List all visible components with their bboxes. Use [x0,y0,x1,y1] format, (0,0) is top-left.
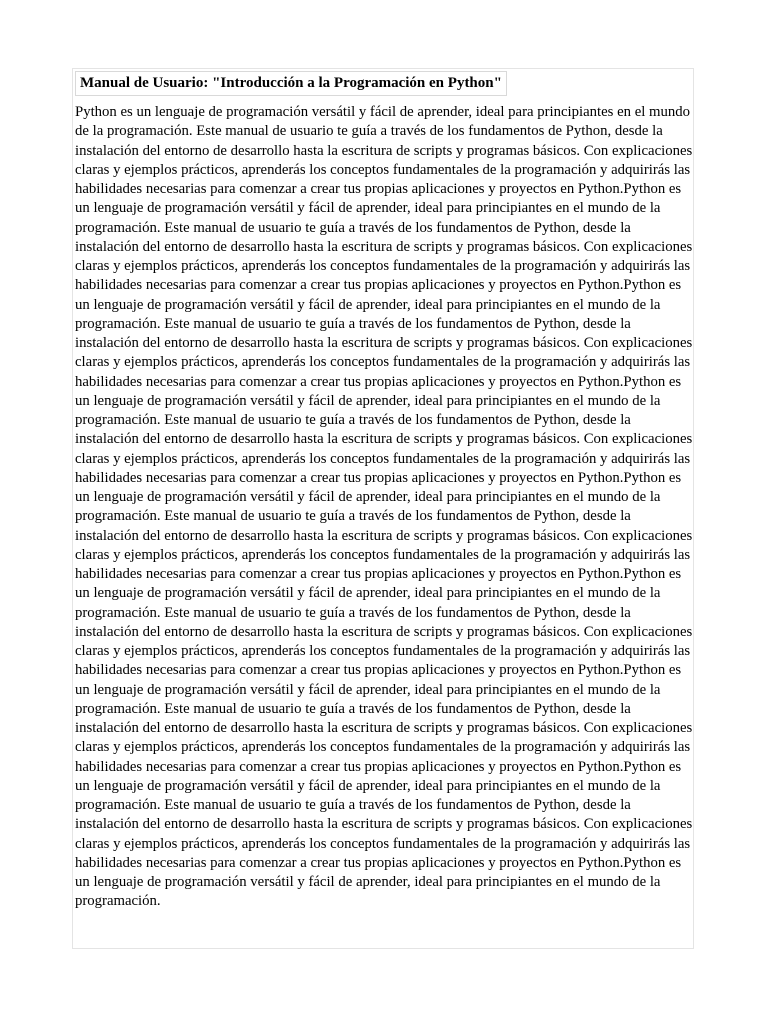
document-page [72,68,694,949]
document-body-paragraph: Python es un lenguaje de programación versátil y fácil de aprender, ideal para principiantes en el mundo de la programación. Este manual de usuario te guía a través de los fundamentos de Python, desde la instalación del entorno de desarrollo hasta la escritura de scripts y programas básicos. Con explicaciones claras y ejemplos prácticos, aprenderás los conceptos fundamentales de la programación y adquirirás las habilidades necesarias para comenzar a crear tus propias aplicaciones y proyectos en Python.Python es un lenguaje de programación versátil y fácil de aprender, ideal para principiantes en el mundo de la programación. Este manual de usuario te guía a través de los fundamentos de Python, desde la instalación del entorno de desarrollo hasta la escritura de scripts y programas básicos. Con explicaciones claras y ejemplos prácticos, aprenderás los conceptos fundamentales de la programación y adquirirás las habilidades necesarias para comenzar a crear tus propias aplicaciones y proyectos en Python.Python es un lenguaje de programación versátil y fácil de aprender, ideal para principiantes en el mundo de la programación. Este manual de usuario te guía a través de los fundamentos de Python, desde la instalación del entorno de desarrollo hasta la escritura de scripts y programas básicos. Con explicaciones claras y ejemplos prácticos, aprenderás los conceptos fundamentales de la programación y adquirirás las habilidades necesarias para comenzar a crear tus propias aplicaciones y proyectos en Python.Python es un lenguaje de programación versátil y fácil de aprender, ideal para principiantes en el mundo de la programación. Este manual de usuario te guía a través de los fundamentos de Python, desde la instalación del entorno de desarrollo hasta la escritura de scripts y programas básicos. Con explicaciones claras y ejemplos prácticos, aprenderás los conceptos fundamentales de la programación y adquirirás las habilidades necesarias para comenzar a crear tus propias aplicaciones y proyectos en Python.Python es un lenguaje de programación versátil y fácil de aprender, ideal para principiantes en el mundo de la programación. Este manual de usuario te guía a través de los fundamentos de Python, desde la instalación del entorno de desarrollo hasta la escritura de scripts y programas básicos. Con explicaciones claras y ejemplos prácticos, aprenderás los conceptos fundamentales de la programación y adquirirás las habilidades necesarias para comenzar a crear tus propias aplicaciones y proyectos en Python.Python es un lenguaje de programación versátil y fácil de aprender, ideal para principiantes en el mundo de la programación. Este manual de usuario te guía a través de los fundamentos de Python, desde la instalación del entorno de desarrollo hasta la escritura de scripts y programas básicos. Con explicaciones claras y ejemplos prácticos, aprenderás los conceptos fundamentales de la programación y adquirirás las habilidades necesarias para comenzar a crear tus propias aplicaciones y proyectos en Python.Python es un lenguaje de programación versátil y fácil de aprender, ideal para principiantes en el mundo de la programación. Este manual de usuario te guía a través de los fundamentos de Python, desde la instalación del entorno de desarrollo hasta la escritura de scripts y programas básicos. Con explicaciones claras y ejemplos prácticos, aprenderás los conceptos fundamentales de la programación y adquirirás las habilidades necesarias para comenzar a crear tus propias aplicaciones y proyectos en Python.Python es un lenguaje de programación versátil y fácil de aprender, ideal para principiantes en el mundo de la programación. Este manual de usuario te guía a través de los fundamentos de Python, desde la instalación del entorno de desarrollo hasta la escritura de scripts y programas básicos. Con explicaciones claras y ejemplos prácticos, aprenderás los conceptos fundamentales de la programación y adquirirás las habilidades necesarias para comenzar a crear tus propias aplicaciones y proyectos en Python.Python es un lenguaje de programación versátil y fácil de aprender, ideal para principiantes en el mundo de la programación. [75,104,693,910]
document-title: Manual de Usuario: "Introducción a la Programación en Python" [75,71,507,96]
